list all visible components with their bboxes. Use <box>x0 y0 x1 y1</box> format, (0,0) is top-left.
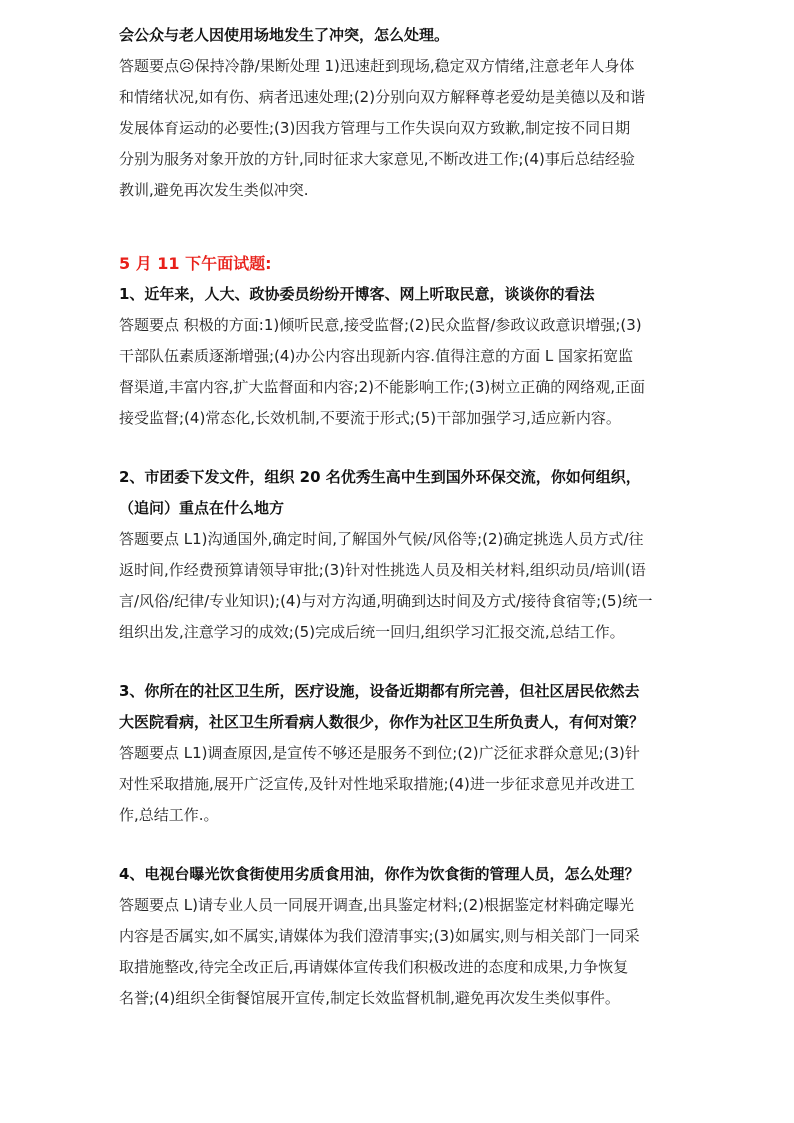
question-block-2 <box>119 462 679 648</box>
intro-answer-line: 分别为服务对象开放的方针,同时征求大家意见,不断改进工作;(4)事后总结经验 <box>119 150 635 168</box>
answer-line: 作,总结工作.。 <box>119 806 219 824</box>
answer-line: 言/风俗/纪律/专业知识);(4)与对方沟通,明确到达时间及方式/接待食宿等;(5)统一 <box>119 592 653 610</box>
answer-line: 返时间,作经费预算请领导审批;(3)针对性挑选人员及相关材料,组织动员/培训(语 <box>119 561 646 579</box>
question-title: 4、电视台曝光饮食街使用劣质食用油，你作为饮食街的管理人员，怎么处理？ <box>119 865 640 883</box>
answer-line: 组织出发,注意学习的成效;(5)完成后统一回归,组织学习汇报交流,总结工作。 <box>119 623 625 641</box>
answer-line: 取措施整改,待完全改正后,再请媒体宣传我们积极改进的态度和成果,力争恢复 <box>119 958 629 976</box>
answer-line: 答题要点 积极的方面:1)倾听民意,接受监督;(2)民众监督/参政议政意识增强;(3) <box>119 316 642 334</box>
answer-line: 答题要点 L1)调查原因,是宣传不够还是服务不到位;(2)广泛征求群众意见;(3)针 <box>119 744 640 762</box>
answer-line: 名誉;(4)组织全街餐馆展开宣传,制定长效监督机制,避免再次发生类似事件。 <box>119 989 620 1007</box>
answer-line: 答题要点 L)请专业人员一同展开调查,出具鉴定材料;(2)根据鉴定材料确定曝光 <box>119 896 635 914</box>
question-title: 3、你所在的社区卫生所，医疗设施，设备近期都有所完善，但社区居民依然去 <box>119 682 640 700</box>
answer-line: 内容是否属实,如不属实,请媒体为我们澄清事实;(3)如属实,则与相关部门一同采 <box>119 927 640 945</box>
question-title: 2、市团委下发文件，组织 20 名优秀生高中生到国外环保交流，你如何组织， <box>119 468 641 486</box>
question-title: 大医院看病，社区卫生所看病人数很少，你作为社区卫生所负责人，有何对策？ <box>119 713 645 731</box>
answer-line: 对性采取措施,展开广泛宣传,及针对性地采取措施;(4)进一步征求意见并改进工 <box>119 775 635 793</box>
intro-block <box>119 20 679 206</box>
intro-answer-line: 教训,避免再次发生类似冲突. <box>119 181 309 199</box>
intro-answer-line: 发展体育运动的必要性;(3)因我方管理与工作失误向双方致歉,制定按不同日期 <box>119 119 631 137</box>
answer-line: 督渠道,丰富内容,扩大监督面和内容;2)不能影响工作;(3)树立正确的网络观,正面 <box>119 378 646 396</box>
question-title: （追问）重点在什么地方 <box>119 499 285 517</box>
answer-line: 答题要点 L1)沟通国外,确定时间,了解国外气候/风俗等;(2)确定挑选人员方式/往 <box>119 530 644 548</box>
question-block-4 <box>119 859 679 1014</box>
answer-line: 接受监督;(4)常态化,长效机制,不要流于形式;(5)干部加强学习,适应新内容。 <box>119 409 621 427</box>
answer-line: 干部队伍素质逐渐增强;(4)办公内容出现新内容.值得注意的方面 L 国家拓宽监 <box>119 347 633 365</box>
section-title: 5 月 11 下午面试题: <box>119 254 272 273</box>
intro-answer-line: 答题要点☹保持冷静/果断处理 1)迅速赶到现场,稳定双方情绪,注意老年人身体 <box>119 57 635 75</box>
question-block-3 <box>119 676 679 831</box>
intro-question: 会公众与老人因使用场地发生了冲突，怎么处理。 <box>119 26 450 44</box>
question-title: 1、近年来，人大、政协委员纷纷开博客、网上听取民意，谈谈你的看法 <box>119 285 595 303</box>
question-block-1 <box>119 279 679 434</box>
document-page <box>119 20 679 1014</box>
intro-answer-line: 和情绪状况,如有伤、病者迅速处理;(2)分别向双方解释尊老爱幼是美德以及和谐 <box>119 88 646 106</box>
